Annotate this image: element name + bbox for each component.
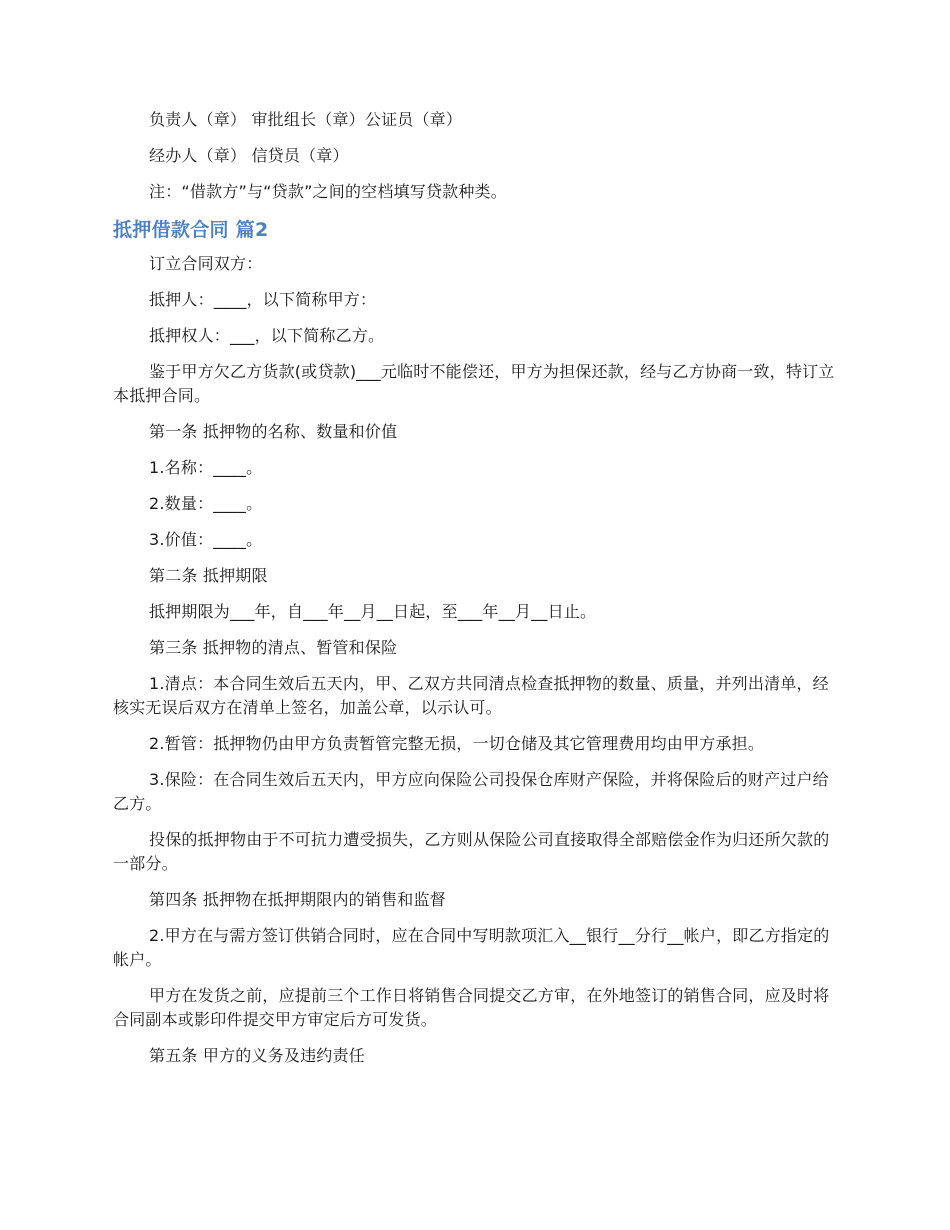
signature-line-1: 负责人（章） 审批组长（章）公证员（章）	[149, 110, 463, 129]
article-title: 第四条 抵押物在抵押期限内的销售和监督	[149, 890, 446, 909]
paragraph: 2.数量：____。	[149, 494, 263, 513]
signature-line-2: 经办人（章） 信贷员（章）	[149, 146, 349, 165]
paragraph: 投保的抵押物由于不可抗力遭受损失，乙方则从保险公司直接取得全部赔偿金作为归还所欠款的一部分。	[113, 830, 830, 873]
paragraph: 抵押权人：___，以下简称乙方。	[149, 326, 385, 345]
article-title: 第五条 甲方的义务及违约责任	[149, 1046, 365, 1065]
paragraph: 订立合同双方：	[149, 254, 263, 273]
paragraph: 1.清点：本合同生效后五天内，甲、乙双方共同清点检查抵押物的数量、质量，并列出清单，经核实无误后双方在清单上签名，加盖公章，以示认可。	[113, 674, 829, 717]
paragraph: 甲方在发货之前，应提前三个工作日将销售合同提交乙方审，在外地签订的销售合同，应及时将合同副本或影印件提交甲方审定后方可发货。	[113, 986, 830, 1029]
section-heading: 抵押借款合同 篇2	[113, 219, 269, 241]
note-paragraph: 注：“借款方”与“贷款”之间的空档填写贷款种类。	[149, 182, 507, 201]
article-title: 第一条 抵押物的名称、数量和价值	[149, 422, 398, 441]
article-title: 第二条 抵押期限	[149, 566, 268, 585]
paragraph: 2.暂管：抵押物仍由甲方负责暂管完整无损，一切仓储及其它管理费用均由甲方承担。	[149, 734, 765, 753]
paragraph: 1.名称：____。	[149, 458, 263, 477]
paragraph: 3.保险：在合同生效后五天内，甲方应向保险公司投保仓库财产保险，并将保险后的财产过户给乙方。	[113, 770, 829, 813]
document-page	[113, 108, 843, 1080]
paragraph: 抵押人：____，以下简称甲方：	[149, 290, 377, 309]
paragraph: 鉴于甲方欠乙方货款(或贷款)___元临时不能偿还，甲方为担保还款，经与乙方协商一致，特订立本抵押合同。	[113, 362, 835, 405]
paragraph: 2.甲方在与需方签订供销合同时，应在合同中写明款项汇入__银行__分行__帐户，即乙方指定的帐户。	[113, 926, 830, 969]
article-title: 第三条 抵押物的清点、暂管和保险	[149, 638, 398, 657]
paragraph: 抵押期限为___年，自___年__月__日起，至___年__月__日止。	[149, 602, 597, 621]
paragraph: 3.价值：____。	[149, 530, 263, 549]
